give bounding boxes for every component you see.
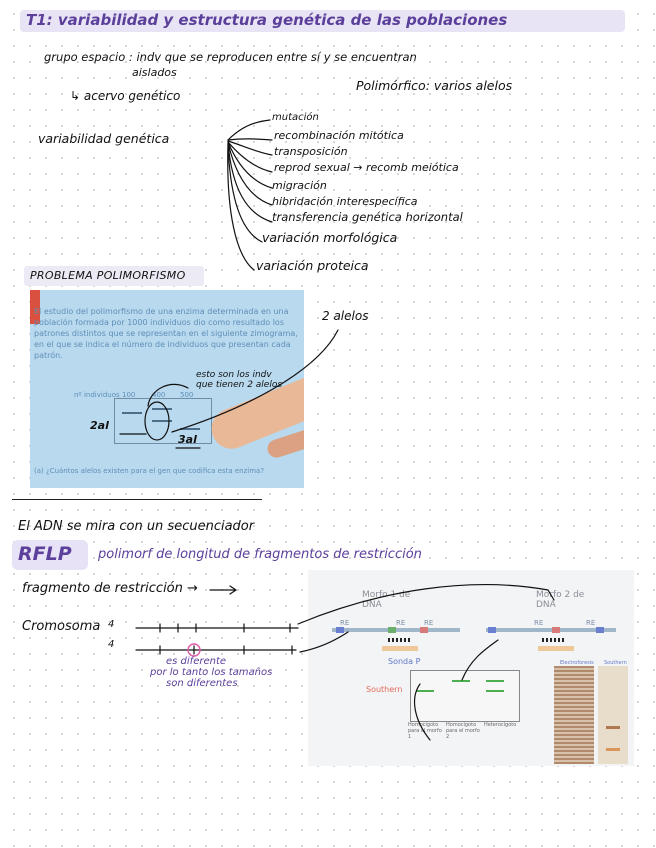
southern-label: Southern bbox=[366, 685, 403, 694]
electro-label: Electroforesis bbox=[560, 660, 594, 666]
grupo-line-1: grupo espacio : indv que se reproducen entre sí y se encuentran bbox=[44, 50, 417, 64]
mark-2al: 2al bbox=[90, 419, 109, 432]
axis-label: nº individuos bbox=[74, 391, 120, 399]
slide-arrow bbox=[415, 684, 430, 740]
branch-arrow bbox=[228, 141, 272, 155]
problem-label: PROBLEMA POLIMORFISMO bbox=[30, 269, 186, 282]
note-alleles: 2 alelos bbox=[322, 309, 369, 323]
grupo-line-2: aislados bbox=[132, 66, 177, 79]
variability-source-item: variación morfológica bbox=[262, 230, 398, 245]
chromosome-arrow bbox=[298, 585, 554, 624]
chrom-num-1: 4 bbox=[108, 619, 115, 630]
sonda-label: Sonda P bbox=[388, 657, 421, 666]
re-label: RE bbox=[340, 619, 350, 627]
chromosome-arrow bbox=[300, 632, 348, 652]
branch-arrow bbox=[228, 120, 270, 140]
mark-3al: 3al bbox=[178, 433, 197, 446]
cromosoma-label: Cromosoma bbox=[22, 619, 101, 634]
branch-arrow bbox=[228, 139, 272, 140]
re-label: RE bbox=[534, 619, 544, 627]
morfo-2-label: Morfo 2 de DNA bbox=[536, 590, 585, 610]
count-2: 400 bbox=[152, 391, 166, 399]
slide-arrow bbox=[462, 640, 498, 680]
adn-line: El ADN se mira con un secuenciador bbox=[18, 519, 255, 534]
lane-label: Heterocigoto bbox=[484, 722, 517, 728]
count-3: 500 bbox=[180, 391, 194, 399]
southern2-label: Southern bbox=[604, 660, 627, 666]
rflp-definition: polimorf de longitud de fragmentos de restricción bbox=[98, 547, 422, 562]
variability-source-item: recombinación mitótica bbox=[274, 129, 404, 142]
rflp-note-2: por lo tanto los tamaños bbox=[150, 667, 273, 678]
acervo-line: ↳ acervo genético bbox=[70, 89, 181, 103]
lane-label: Homocigoto para el morfo 2 bbox=[446, 722, 480, 740]
morfo-1-label: Morfo 1 de DNA bbox=[362, 590, 411, 610]
re-label: RE bbox=[424, 619, 434, 627]
variability-source-item: mutación bbox=[272, 112, 319, 123]
variability-source-item: transposición bbox=[274, 145, 348, 158]
rflp-label: RFLP bbox=[18, 543, 72, 565]
re-label: RE bbox=[586, 619, 596, 627]
variabilidad-heading: variabilidad genética bbox=[38, 131, 170, 146]
re-label: RE bbox=[396, 619, 406, 627]
variability-source-item: transferencia genética horizontal bbox=[272, 210, 463, 224]
chrom-num-2: 4 bbox=[108, 639, 115, 650]
fragmento-line: fragmento de restricción → bbox=[22, 581, 198, 596]
count-1: 100 bbox=[122, 391, 136, 399]
variability-source-item: migración bbox=[272, 179, 327, 192]
lane-label: Homocigoto para el morfo 1 bbox=[408, 722, 442, 740]
problem-question: (a) ¿Cuántos alelos existen para el gen que codifica esta enzima? bbox=[34, 467, 265, 475]
note-indv: esto son los indv que tienen 2 alelos bbox=[196, 370, 283, 390]
rflp-note-3: son diferentes bbox=[166, 678, 238, 689]
problem-statement: El estudio del polimorfismo de una enzima determinada en una población formada por 1000 individuos dio como resultado los patrones distintos que se representan en el siguiente zimograma, en el que se indica el número de individuos que presentan cada patrón. bbox=[34, 307, 298, 360]
alleles-arrow bbox=[172, 330, 338, 432]
variability-source-item: variación proteica bbox=[256, 258, 369, 273]
variability-source-item: hibridación interespecífica bbox=[272, 195, 418, 208]
circled-band bbox=[145, 402, 169, 440]
branch-arrow bbox=[228, 143, 272, 205]
arrow-right bbox=[210, 586, 236, 594]
rflp-note-1: es diferente bbox=[166, 656, 227, 667]
branch-arrow bbox=[228, 142, 272, 172]
page-title: T1: variabilidad y estructura genética de las poblaciones bbox=[26, 11, 508, 29]
polimorfico-note: Polimórfico: varios alelos bbox=[356, 78, 513, 93]
variability-source-item: reprod sexual → recomb meiótica bbox=[274, 161, 459, 174]
